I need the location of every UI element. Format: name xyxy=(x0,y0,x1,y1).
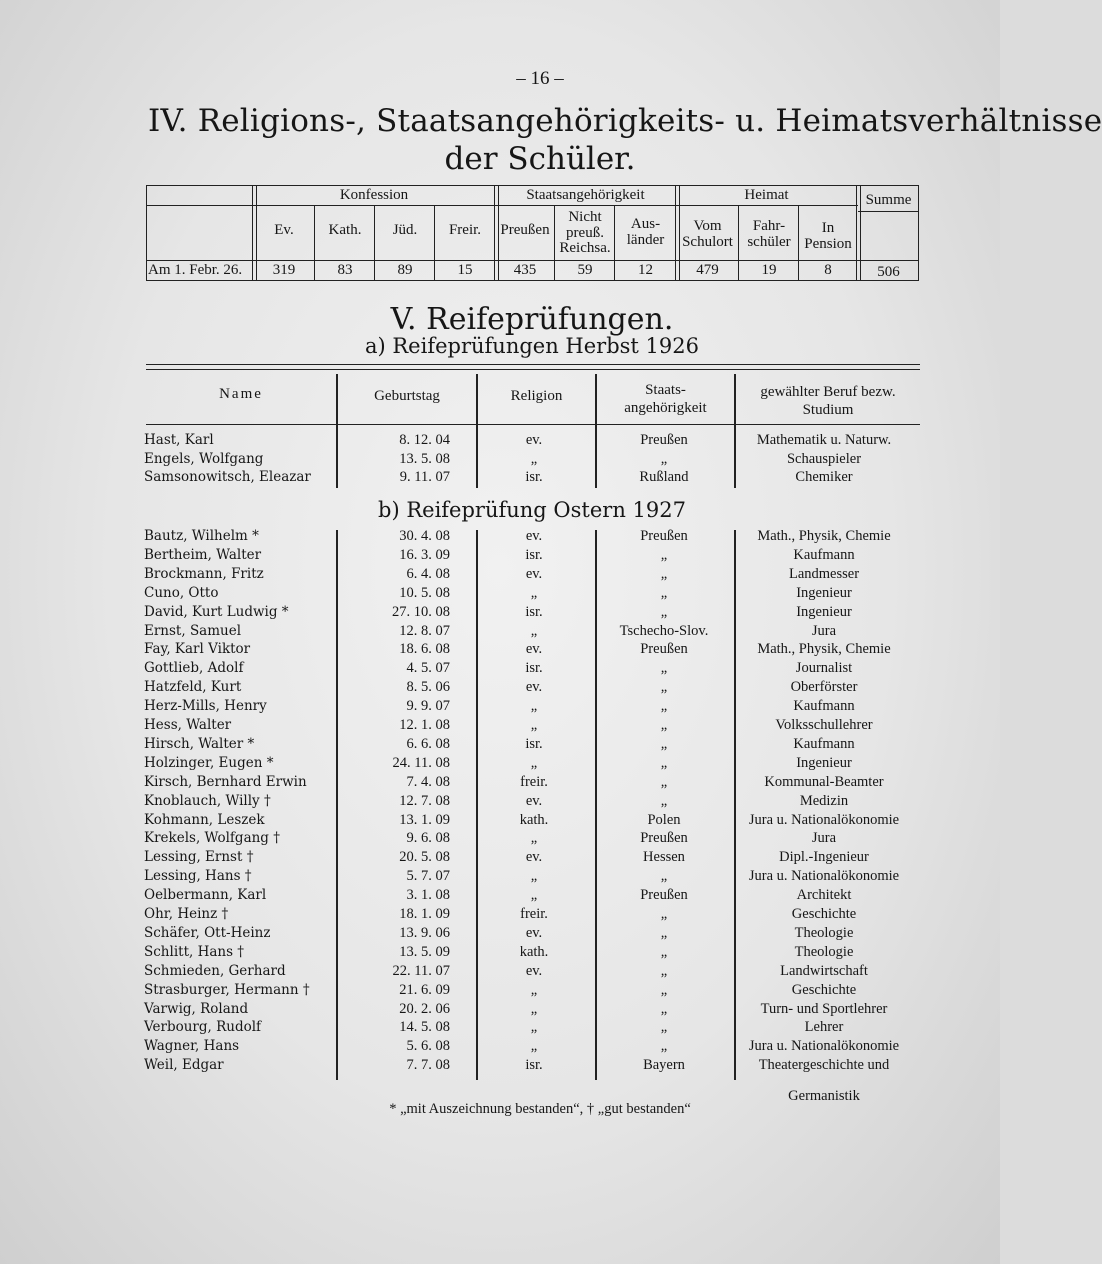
student-name: Bertheim, Walter xyxy=(144,546,262,563)
religion: ev. xyxy=(525,528,543,544)
religion: „ xyxy=(530,981,538,998)
birthday: 7. 7. 08 xyxy=(406,1057,450,1074)
nationality: „ xyxy=(660,868,668,885)
career: Theologie xyxy=(794,943,854,960)
nationality: „ xyxy=(660,943,668,960)
religion: „ xyxy=(530,887,538,904)
career: Math., Physik, Chemie xyxy=(757,528,891,544)
nationality: Bayern xyxy=(643,1057,685,1074)
value-vom-schulort: 479 xyxy=(696,262,719,278)
value-auslaender: 12 xyxy=(638,262,653,278)
nationality: „ xyxy=(660,565,668,582)
student-name: Gottlieb, Adolf xyxy=(144,660,244,677)
religion: isr. xyxy=(525,735,543,752)
student-name: Schlitt, Hans † xyxy=(144,943,245,960)
nationality: „ xyxy=(660,679,668,696)
column-rule xyxy=(734,530,736,1080)
career: Jura u. Nationalökonomie xyxy=(748,868,900,885)
nationality: „ xyxy=(660,962,668,979)
religion: ev. xyxy=(525,679,543,696)
nationality: Tschecho-Slov. xyxy=(619,622,709,639)
nationality: „ xyxy=(660,660,668,677)
student-name: Samsonowitsch, Eleazar xyxy=(144,469,311,485)
religion: „ xyxy=(530,754,538,771)
nationality: „ xyxy=(660,792,668,809)
col-jued: Jüd. xyxy=(392,222,418,238)
header-religion: Religion xyxy=(510,388,563,404)
career: Mathematik u. Naturw. xyxy=(756,432,892,448)
career: Ingenieur xyxy=(796,754,852,771)
religion: „ xyxy=(530,584,538,601)
career: Journalist xyxy=(795,660,853,677)
student-name: Hirsch, Walter * xyxy=(144,735,255,752)
col-in-pension-2: Pension xyxy=(804,236,852,252)
birthday: 6. 6. 08 xyxy=(406,735,450,752)
religion: „ xyxy=(530,450,538,467)
birthday: 21. 6. 09 xyxy=(399,981,450,998)
nationality: „ xyxy=(660,735,668,752)
religion: ev. xyxy=(525,641,543,658)
religion: „ xyxy=(530,698,538,715)
birthday: 13. 1. 09 xyxy=(399,811,450,828)
career: Jura xyxy=(811,622,837,639)
birthday: 6. 4. 08 xyxy=(406,565,450,582)
student-name: Schmieden, Gerhard xyxy=(144,962,286,979)
student-name: Oelbermann, Karl xyxy=(144,887,267,904)
career: Oberförster xyxy=(790,679,858,696)
nationality: „ xyxy=(660,1000,668,1017)
career: Schauspieler xyxy=(786,450,862,467)
birthday: 20. 2. 06 xyxy=(399,1000,450,1017)
religion: kath. xyxy=(519,943,549,960)
col-preussen: Preußen xyxy=(500,222,550,238)
student-name: Knoblauch, Willy † xyxy=(144,792,271,809)
page-number: – 16 – xyxy=(516,68,564,89)
career: Geschichte xyxy=(791,981,857,998)
col-nicht-preussisch-2: preuß. xyxy=(566,225,604,241)
value-freir: 15 xyxy=(457,262,473,278)
student-name: Ernst, Samuel xyxy=(144,622,242,639)
student-name: Verbourg, Rudolf xyxy=(144,1019,262,1036)
student-name: Varwig, Roland xyxy=(144,1000,249,1017)
subheading-autumn-1926: a) Reifeprüfungen Herbst 1926 xyxy=(364,334,699,358)
birthday: 30. 4. 08 xyxy=(399,528,450,544)
header-birthday: Geburtstag xyxy=(374,388,440,404)
career: Dipl.-Ingenieur xyxy=(779,849,869,866)
religion: isr. xyxy=(525,1057,543,1074)
birthday: 4. 5. 07 xyxy=(406,660,450,677)
col-ev: Ev. xyxy=(274,222,294,238)
career: Chemiker xyxy=(795,469,853,485)
nationality: „ xyxy=(660,924,668,941)
student-name: Bautz, Wilhelm * xyxy=(144,528,259,544)
nationality: „ xyxy=(660,546,668,563)
career: Medizin xyxy=(799,792,849,809)
birthday: 5. 7. 07 xyxy=(406,868,450,885)
religion: ev. xyxy=(525,432,543,448)
col-nicht-preussisch-3: Reichsa. xyxy=(559,240,611,256)
nationality: „ xyxy=(660,906,668,922)
nationality: Preußen xyxy=(640,528,688,544)
nationality: Preußen xyxy=(640,830,688,847)
birthday: 24. 11. 08 xyxy=(392,754,450,771)
value-ev: 319 xyxy=(272,262,296,278)
student-name: Holzinger, Eugen * xyxy=(144,754,274,771)
birthday: 22. 11. 07 xyxy=(392,962,450,979)
nationality: „ xyxy=(660,450,668,467)
section-iv-title: IV. Religions-, Staatsangehörigkeits- u. Heimatsverhältnisse xyxy=(148,103,1102,139)
career: Landmesser xyxy=(788,565,860,582)
birthday: 9. 6. 08 xyxy=(406,830,450,847)
birthday: 12. 7. 08 xyxy=(399,792,450,809)
career: Math., Physik, Chemie xyxy=(757,641,891,658)
student-name: Lessing, Hans † xyxy=(144,868,252,885)
religion: „ xyxy=(530,830,538,847)
birthday: 8. 12. 04 xyxy=(399,432,450,448)
value-nicht-preussisch: 59 xyxy=(577,262,593,278)
row-label: Am 1. Febr. 26. xyxy=(148,262,243,278)
col-fahrschueler-1: Fahr- xyxy=(752,218,786,234)
group-konfession: Konfession xyxy=(339,187,409,203)
nationality: Polen xyxy=(647,811,681,828)
student-name: Krekels, Wolfgang † xyxy=(144,830,280,847)
career: Turn- und Sportlehrer xyxy=(760,1000,888,1017)
religion: ev. xyxy=(525,792,543,809)
header-rule-top-2 xyxy=(146,369,920,370)
value-jued: 89 xyxy=(397,262,413,278)
birthday: 13. 9. 06 xyxy=(399,924,450,941)
student-name: Kirsch, Bernhard Erwin xyxy=(144,773,307,790)
religion: „ xyxy=(530,717,538,733)
nationality: „ xyxy=(660,584,668,601)
nationality: Preußen xyxy=(640,432,688,448)
value-fahrschueler: 19 xyxy=(761,262,777,278)
religion: „ xyxy=(530,1019,538,1036)
nationality: „ xyxy=(660,698,668,715)
nationality: „ xyxy=(660,1019,668,1036)
career: Landwirtschaft xyxy=(780,962,868,979)
section-v-title: V. Reifeprüfungen. xyxy=(390,302,674,337)
student-name: Engels, Wolfgang xyxy=(144,450,264,467)
birthday: 13. 5. 09 xyxy=(399,943,450,960)
col-auslaender-2: länder xyxy=(626,232,665,248)
col-in-pension-1: In xyxy=(821,220,835,236)
header-nationality-1: Staats- xyxy=(645,382,686,398)
career: Kommunal-Beamter xyxy=(764,773,884,790)
col-freir: Freir. xyxy=(448,222,482,238)
religion: „ xyxy=(530,1038,538,1055)
birthday: 9. 9. 07 xyxy=(406,698,450,715)
group-summe: Summe xyxy=(865,192,912,208)
student-name: Fay, Karl Viktor xyxy=(144,641,251,658)
student-name: Weil, Edgar xyxy=(144,1057,224,1074)
group-heimat: Heimat xyxy=(744,187,789,203)
nationality: „ xyxy=(660,773,668,790)
student-name: Strasburger, Hermann † xyxy=(144,981,310,998)
value-summe: 506 xyxy=(877,264,900,280)
student-name: Lessing, Ernst † xyxy=(144,849,254,866)
career: Architekt xyxy=(796,887,852,904)
student-name: Ohr, Heinz † xyxy=(144,906,229,922)
student-name: Wagner, Hans xyxy=(144,1038,240,1055)
section-iv-title-continued: der Schüler. xyxy=(444,141,636,177)
student-name: Schäfer, Ott-Heinz xyxy=(144,924,271,941)
student-name: Hast, Karl xyxy=(144,432,214,448)
religion: isr. xyxy=(525,546,543,563)
career-continuation: Germanistik xyxy=(788,1088,860,1104)
nationality: „ xyxy=(660,603,668,620)
career: Lehrer xyxy=(804,1019,844,1036)
religion: ev. xyxy=(525,565,543,582)
column-rule xyxy=(336,530,338,1080)
nationality: „ xyxy=(660,981,668,998)
birthday: 14. 5. 08 xyxy=(399,1019,450,1036)
religion: „ xyxy=(530,622,538,639)
religion: „ xyxy=(530,1000,538,1017)
col-kath: Kath. xyxy=(328,222,362,238)
career: Kaufmann xyxy=(793,546,855,563)
birthday: 16. 3. 09 xyxy=(399,546,450,563)
birthday: 12. 1. 08 xyxy=(399,717,450,733)
student-name: Cuno, Otto xyxy=(144,584,219,601)
header-rule-top xyxy=(146,364,920,365)
nationality: Rußland xyxy=(639,469,689,485)
nationality: „ xyxy=(660,717,668,733)
career: Ingenieur xyxy=(796,603,852,620)
birthday: 9. 11. 07 xyxy=(399,469,450,485)
birthday: 12. 8. 07 xyxy=(399,622,450,639)
nationality: Preußen xyxy=(640,641,688,658)
col-auslaender-1: Aus- xyxy=(630,216,661,232)
column-rule xyxy=(595,530,597,1080)
birthday: 3. 1. 08 xyxy=(406,887,450,904)
career: Volksschullehrer xyxy=(775,717,873,733)
statistics-table xyxy=(146,185,919,281)
religion: ev. xyxy=(525,962,543,979)
birthday: 18. 6. 08 xyxy=(399,641,450,658)
birthday: 13. 5. 08 xyxy=(399,450,450,467)
value-in-pension: 8 xyxy=(824,262,832,278)
career: Kaufmann xyxy=(793,735,855,752)
value-kath: 83 xyxy=(337,262,353,278)
religion: „ xyxy=(530,868,538,885)
career: Jura u. Nationalökonomie xyxy=(748,1038,900,1055)
career: Theatergeschichte und xyxy=(758,1057,890,1074)
student-name: Brockmann, Fritz xyxy=(144,565,264,582)
col-fahrschueler-2: schüler xyxy=(747,234,791,250)
career: Geschichte xyxy=(791,906,857,922)
religion: ev. xyxy=(525,849,543,866)
group-staatsangehoerigkeit: Staatsangehörigkeit xyxy=(526,187,645,203)
col-vom-schulort-1: Vom xyxy=(693,218,722,234)
nationality: Preußen xyxy=(640,887,688,904)
religion: isr. xyxy=(525,660,543,677)
religion: freir. xyxy=(520,906,548,922)
header-career-2: Studium xyxy=(802,402,854,418)
value-preussen: 435 xyxy=(513,262,537,278)
col-nicht-preussisch-1: Nicht xyxy=(568,209,602,225)
student-name: Herz-Mills, Henry xyxy=(144,698,267,715)
religion: isr. xyxy=(525,469,543,485)
birthday: 7. 4. 08 xyxy=(406,773,450,790)
header-name: Name xyxy=(219,386,263,402)
religion: kath. xyxy=(519,811,549,828)
career: Jura u. Nationalökonomie xyxy=(748,811,900,828)
nationality: „ xyxy=(660,1038,668,1055)
career: Jura xyxy=(811,830,837,847)
birthday: 18. 1. 09 xyxy=(399,906,450,922)
career: Ingenieur xyxy=(796,584,852,601)
birthday: 8. 5. 06 xyxy=(406,679,450,696)
header-nationality-2: angehörigkeit xyxy=(624,400,707,416)
header-career-1: gewählter Beruf bezw. xyxy=(760,384,896,400)
religion: freir. xyxy=(520,773,548,790)
student-name: Kohmann, Leszek xyxy=(144,811,265,828)
nationality: „ xyxy=(660,754,668,771)
birthday: 20. 5. 08 xyxy=(399,849,450,866)
birthday: 10. 5. 08 xyxy=(399,584,450,601)
student-name: Hess, Walter xyxy=(144,717,232,733)
col-vom-schulort-2: Schulort xyxy=(682,234,733,250)
career: Kaufmann xyxy=(793,698,855,715)
header-rule-bottom xyxy=(146,424,920,425)
religion: isr. xyxy=(525,603,543,620)
religion: ev. xyxy=(525,924,543,941)
subheading-easter-1927: b) Reifeprüfung Ostern 1927 xyxy=(378,498,686,522)
birthday: 5. 6. 08 xyxy=(406,1038,450,1055)
nationality: Hessen xyxy=(643,849,685,866)
footnote: * „mit Auszeichnung bestanden“, † „gut bestanden“ xyxy=(389,1101,691,1117)
student-name: Hatzfeld, Kurt xyxy=(144,679,242,696)
birthday: 27. 10. 08 xyxy=(392,603,450,620)
student-name: David, Kurt Ludwig * xyxy=(144,603,289,620)
career: Theologie xyxy=(794,924,854,941)
